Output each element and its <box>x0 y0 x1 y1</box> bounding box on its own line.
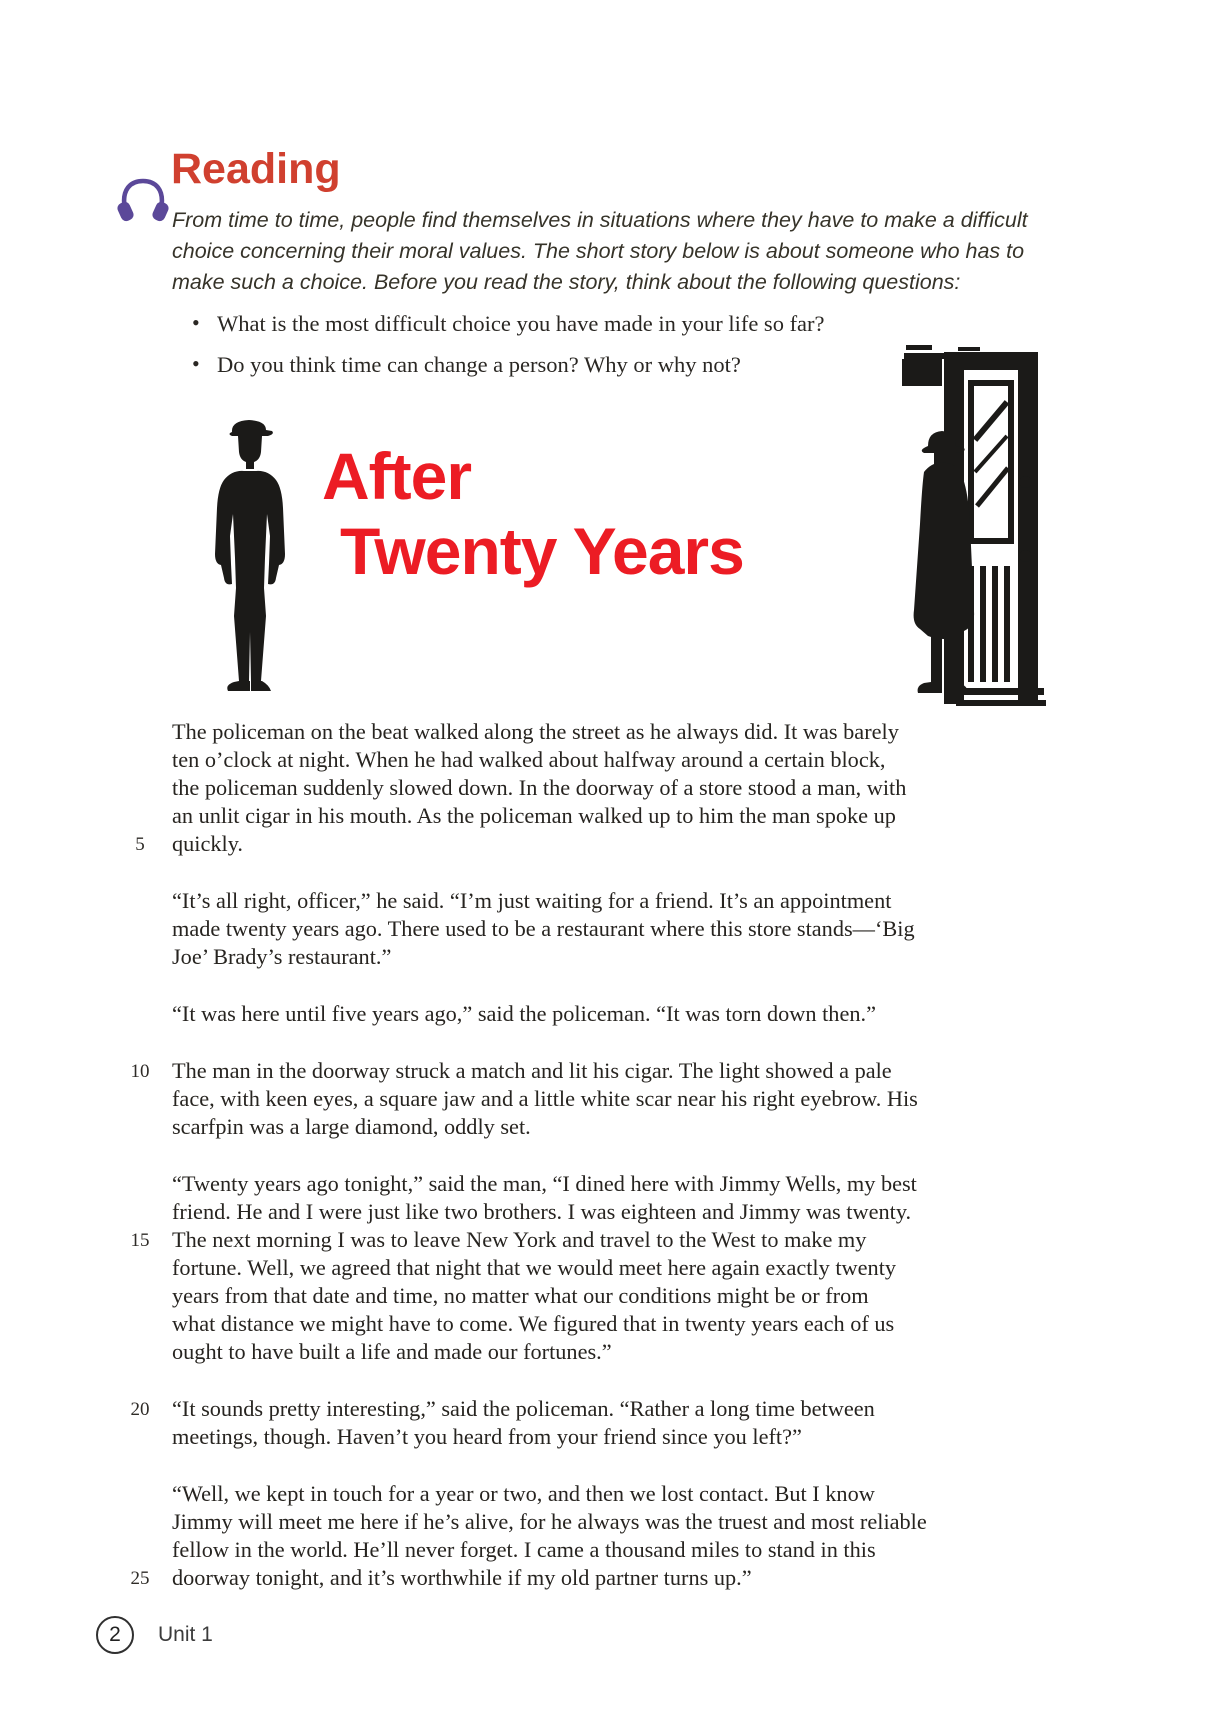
story-text <box>130 718 984 1621</box>
story-line: The next morning I was to leave New York and travel to the West to make my 15 <box>172 1226 984 1254</box>
story-line: scarfpin was a large diamond, oddly set. <box>172 1114 531 1139</box>
page-number-badge: 2 <box>96 1616 134 1654</box>
story-title-line2: Twenty Years <box>340 514 744 588</box>
story-paragraph <box>130 1170 984 1366</box>
question-item: • What is the most difficult choice you have made in your life so far? <box>192 310 825 337</box>
line-number: 20 <box>130 1399 150 1420</box>
story-line: quickly. 5 <box>172 830 984 858</box>
line-number: 25 <box>130 1568 150 1589</box>
story-line: meetings, though. Haven’t you heard from your friend since you left?” <box>172 1424 802 1449</box>
story-paragraph <box>135 718 984 858</box>
story-line: “It was here until five years ago,” said the policeman. “It was torn down then.” <box>172 1001 876 1026</box>
story-line: “It’s all right, officer,” he said. “I’m just waiting for a friend. It’s an appointment <box>172 888 892 913</box>
story-line: ten o’clock at night. When he had walked about halfway around a certain block, <box>172 747 886 772</box>
story-line: made twenty years ago. There used to be a restaurant where this store stands—‘Big <box>172 916 915 941</box>
story-line: The man in the doorway struck a match and lit his cigar. The light showed a pale 10 <box>172 1057 984 1085</box>
story-line: friend. He and I were just like two brothers. I was eighteen and Jimmy was twenty. <box>172 1199 912 1224</box>
story-line: “Twenty years ago tonight,” said the man, “I dined here with Jimmy Wells, my best <box>172 1171 917 1196</box>
pre-reading-questions <box>192 310 825 392</box>
intro-text <box>172 205 1028 298</box>
story-line: face, with keen eyes, a square jaw and a little white scar near his right eyebrow. His <box>172 1086 918 1111</box>
story-line: what distance we might have to come. We figured that in twenty years each of us <box>172 1311 895 1336</box>
story-title-line1: After <box>322 439 472 513</box>
story-paragraph <box>130 1395 984 1451</box>
intro-line: From time to time, people find themselves in situations where they have to make a difficult <box>172 208 1028 232</box>
unit-label: Unit 1 <box>158 1623 213 1646</box>
story-line: the policeman suddenly slowed down. In the doorway of a store stood a man, with <box>172 775 907 800</box>
line-number: 10 <box>130 1061 150 1082</box>
story-line: “It sounds pretty interesting,” said the policeman. “Rather a long time between 20 <box>172 1395 984 1423</box>
story-line: an unlit cigar in his mouth. As the policeman walked up to him the man spoke up <box>172 803 896 828</box>
story-paragraph <box>172 1000 984 1028</box>
line-number: 15 <box>130 1230 150 1251</box>
policeman-silhouette-illustration <box>204 418 296 698</box>
line-number: 5 <box>135 834 145 855</box>
intro-line: choice concerning their moral values. The short story below is about someone who has to <box>172 239 1025 263</box>
intro-line: make such a choice. Before you read the story, think about the following questions: <box>172 270 961 294</box>
story-line: doorway tonight, and it’s worthwhile if my old partner turns up.” 25 <box>172 1564 984 1592</box>
story-line: years from that date and time, no matter what our conditions might be or from <box>172 1283 869 1308</box>
story-line: ought to have built a life and made our fortunes.” <box>172 1339 612 1364</box>
story-line: fellow in the world. He’ll never forget. I came a thousand miles to stand in this <box>172 1537 876 1562</box>
headphones-icon <box>116 177 170 229</box>
story-line: fortune. Well, we agreed that night that we would meet here again exactly twenty <box>172 1255 897 1280</box>
story-paragraph <box>130 1480 984 1592</box>
story-line: Joe’ Brady’s restaurant.” <box>172 944 392 969</box>
man-in-doorway-illustration <box>898 344 1046 710</box>
story-line: “Well, we kept in touch for a year or two, and then we lost contact. But I know <box>172 1481 875 1506</box>
story-paragraph <box>172 887 984 971</box>
story-paragraph <box>130 1057 984 1141</box>
section-heading: Reading <box>171 144 341 193</box>
question-item: • Do you think time can change a person? Why or why not? <box>192 351 825 378</box>
story-line: The policeman on the beat walked along the street as he always did. It was barely <box>172 719 899 744</box>
story-line: Jimmy will meet me here if he’s alive, for he always was the truest and most reliable <box>172 1509 927 1534</box>
